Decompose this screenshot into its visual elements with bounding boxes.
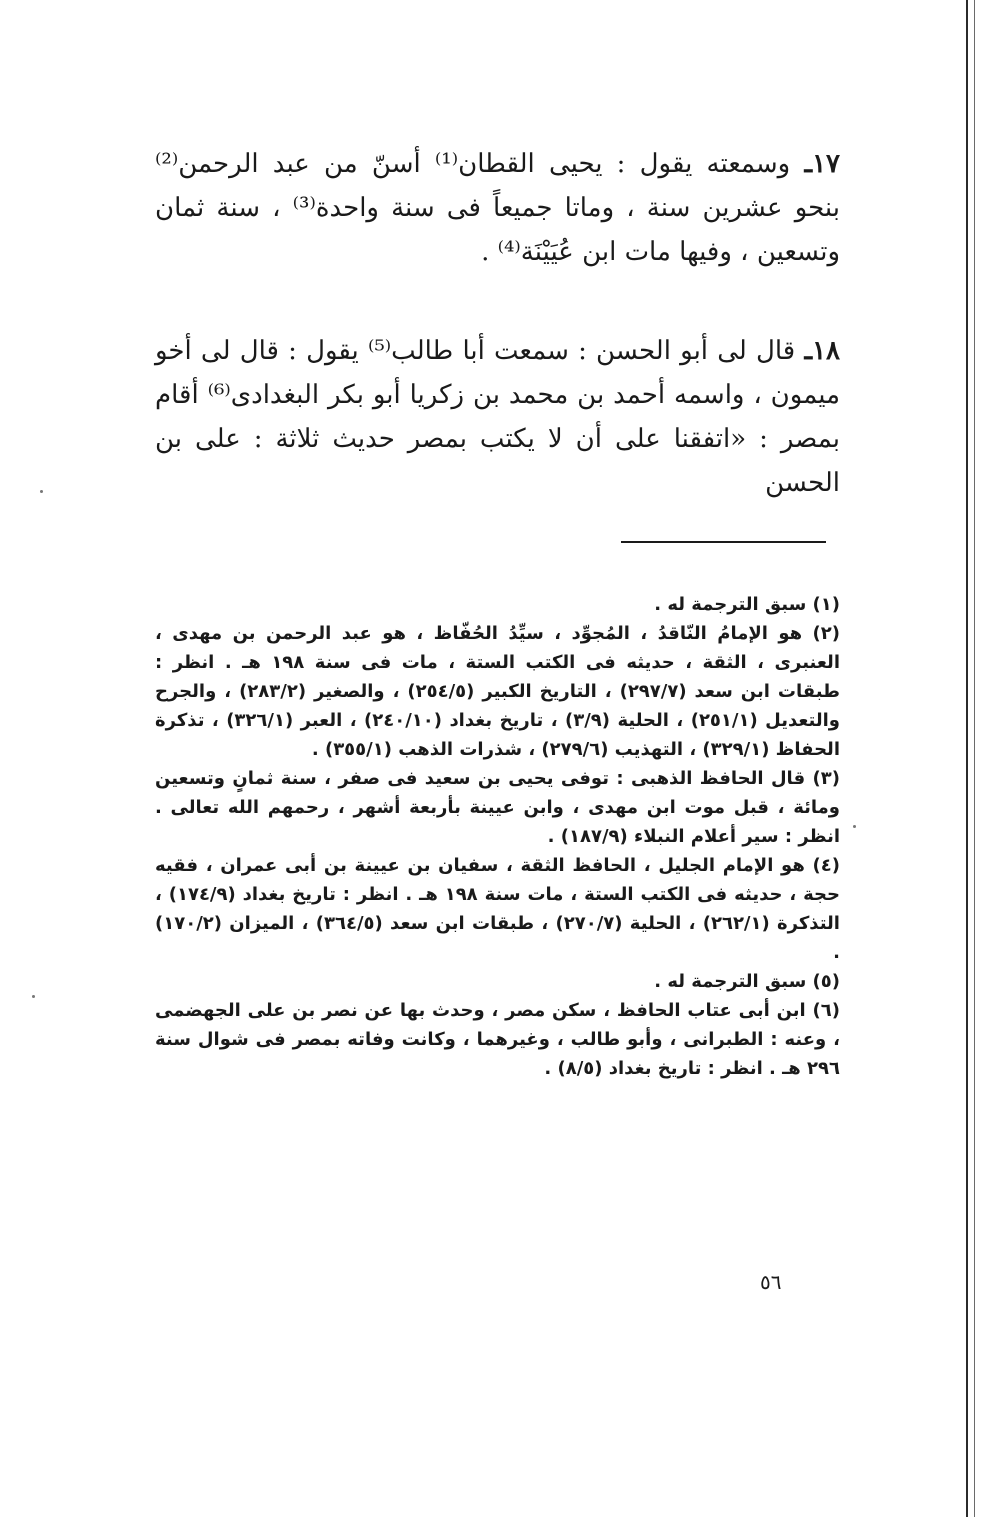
- page-edge-line-thin: [974, 0, 975, 1517]
- footnotes: [155, 590, 840, 1083]
- page-edge-line: [966, 0, 968, 1517]
- paragraph-text: [155, 142, 840, 274]
- paragraph-18: [155, 329, 840, 505]
- paragraph-body: وسمعته يقول : يحيى القطان⁽¹⁾ أسنّ من عبد الرحمن⁽²⁾ بنحو عشرين سنة ، وماتا جميعاً فى سنة واحدة⁽³⁾ ، سنة ثمان وتسعين ، وفيها مات ابن عُيَيْنَة⁽⁴⁾ .: [155, 149, 840, 267]
- footnote-4: (٤) هو الإمام الجليل ، الحافظ الثقة ، سفيان بن عيينة بن أبى عمران ، فقيه حجة ، حديثه فى الكتب الستة ، مات سنة ١٩٨ هـ . انظر : تاريخ بغداد (١٧٤/٩) ، التذكرة (٢٦٢/١) ، الحلية (٢٧٠/٧) ، طبقات ابن سعد (٣٦٤/٥) ، الميزان (١٧٠/٢) .: [155, 855, 840, 963]
- footnote-6: (٦) ابن أبى عتاب الحافظ ، سكن مصر ، وحدث بها عن نصر بن على الجهضمى ، وعنه : الطبرانى ، وأبو طالب ، وغيرهما ، وكانت وفاته بمصر فى شوال سنة ٢٩٦ هـ . انظر : تاريخ بغداد (٨/٥) .: [155, 1000, 840, 1079]
- page-number: ٥٦: [760, 1270, 782, 1294]
- paragraph-17: [155, 142, 840, 274]
- footnote-separator: [621, 541, 826, 543]
- paragraph-number: ١٨ـ: [804, 336, 840, 366]
- footnote-1: (١) سبق الترجمة له .: [654, 594, 840, 615]
- paragraph-body: قال لى أبو الحسن : سمعت أبا طالب⁽⁵⁾ يقول : قال لى أخو ميمون ، واسمه أحمد بن محمد بن زكريا أبو بكر البغدادى⁽⁶⁾ أقام بمصر : «اتفقنا على أن لا يكتب بمصر حديث ثلاثة : على بن الحسن: [155, 336, 840, 498]
- scan-speck: [853, 825, 856, 828]
- scan-speck: [40, 490, 43, 493]
- paragraph-number: ١٧ـ: [804, 149, 840, 179]
- footnote-5: (٥) سبق الترجمة له .: [654, 971, 840, 992]
- paragraph-text: [155, 329, 840, 505]
- scan-speck: [32, 995, 35, 998]
- footnote-2: (٢) هو الإمامُ النّاقدُ ، المُجوِّد ، سيِّدُ الحُفّاظ ، هو عبد الرحمن بن مهدى ، العنبرى ، الثقة ، حديثه فى الكتب الستة ، مات فى سنة ١٩٨ هـ . انظر : طبقات ابن سعد (٢٩٧/٧) ، التاريخ الكبير (٢٥٤/٥) ، والصغير (٢٨٣/٢) ، والجرح والتعديل (٢٥١/١) ، الحلية (٣/٩) ، تاريخ بغداد (٢٤٠/١٠) ، العبر (٣٢٦/١) ، تذكرة الحفاظ (٣٢٩/١) ، التهذيب (٢٧٩/٦) ، شذرات الذهب (٣٥٥/١) .: [155, 623, 841, 760]
- footnote-3: (٣) قال الحافظ الذهبى : توفى يحيى بن سعيد فى صفر ، سنة ثمانٍ وتسعين ومائة ، قبل موت ابن مهدى ، وابن عيينة بأربعة أشهر ، رحمهم الله تعالى . انظر : سير أعلام النبلاء (١٨٧/٩) .: [155, 768, 840, 847]
